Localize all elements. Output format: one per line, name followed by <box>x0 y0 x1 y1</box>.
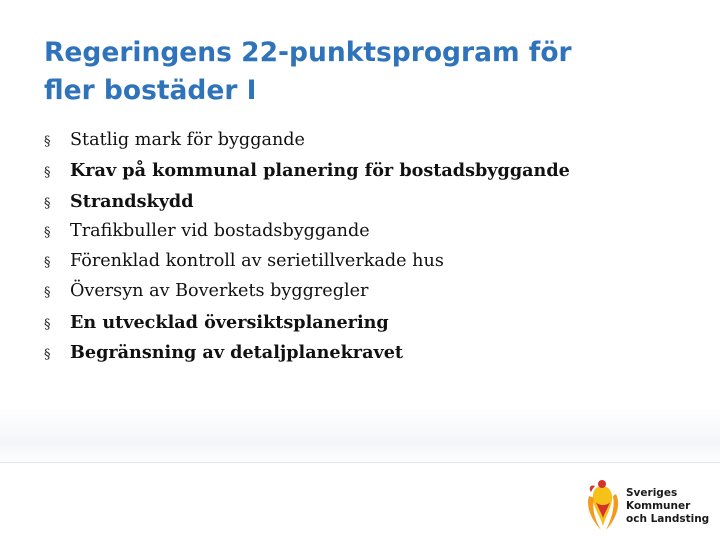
bullet-item <box>44 130 684 160</box>
footer-divider <box>0 462 720 463</box>
bullet-marker: § <box>44 165 51 181</box>
bullet-item <box>44 191 684 221</box>
bullet-text: En utvecklad översiktsplanering <box>70 311 389 333</box>
bullet-marker: § <box>44 347 51 363</box>
bullet-text: Trafikbuller vid bostadsbyggande <box>70 220 370 241</box>
slide-title-line-1: Regeringens 22-punktsprogram för <box>44 37 572 68</box>
bullet-marker: § <box>44 195 51 211</box>
logo-line-2: Kommuner <box>626 500 691 512</box>
bullet-text: Översyn av Boverkets byggregler <box>70 281 369 302</box>
bullet-item <box>44 342 684 372</box>
bullet-marker: § <box>44 255 51 271</box>
bullet-marker: § <box>44 134 51 149</box>
skl-logo-text <box>626 487 709 526</box>
bullet-item <box>44 221 684 251</box>
skl-emblem-icon <box>582 478 624 536</box>
decorative-shade <box>0 408 720 466</box>
logo-line-3: och Landsting <box>626 513 710 525</box>
bullet-item <box>44 312 684 342</box>
logo-line-1: Sveriges <box>626 487 678 499</box>
bullet-marker: § <box>44 285 51 301</box>
slide-title-line-2: fler bostäder I <box>44 75 257 106</box>
bullet-item <box>44 281 684 311</box>
bullet-text: Begränsning av detaljplanekravet <box>70 342 404 364</box>
bullet-text: Strandskydd <box>70 190 194 212</box>
bullet-marker: § <box>44 316 51 332</box>
skl-logo <box>582 478 712 534</box>
bullet-text: Statlig mark för byggande <box>70 130 305 150</box>
bullet-list <box>44 130 684 372</box>
bullet-text: Förenklad kontroll av serietillverkade hus <box>70 251 444 272</box>
bullet-text: Krav på kommunal planering för bostadsbyggande <box>70 160 570 182</box>
slide-title <box>44 34 694 110</box>
bullet-item <box>44 251 684 281</box>
bullet-marker: § <box>44 224 51 240</box>
bullet-item <box>44 160 684 190</box>
